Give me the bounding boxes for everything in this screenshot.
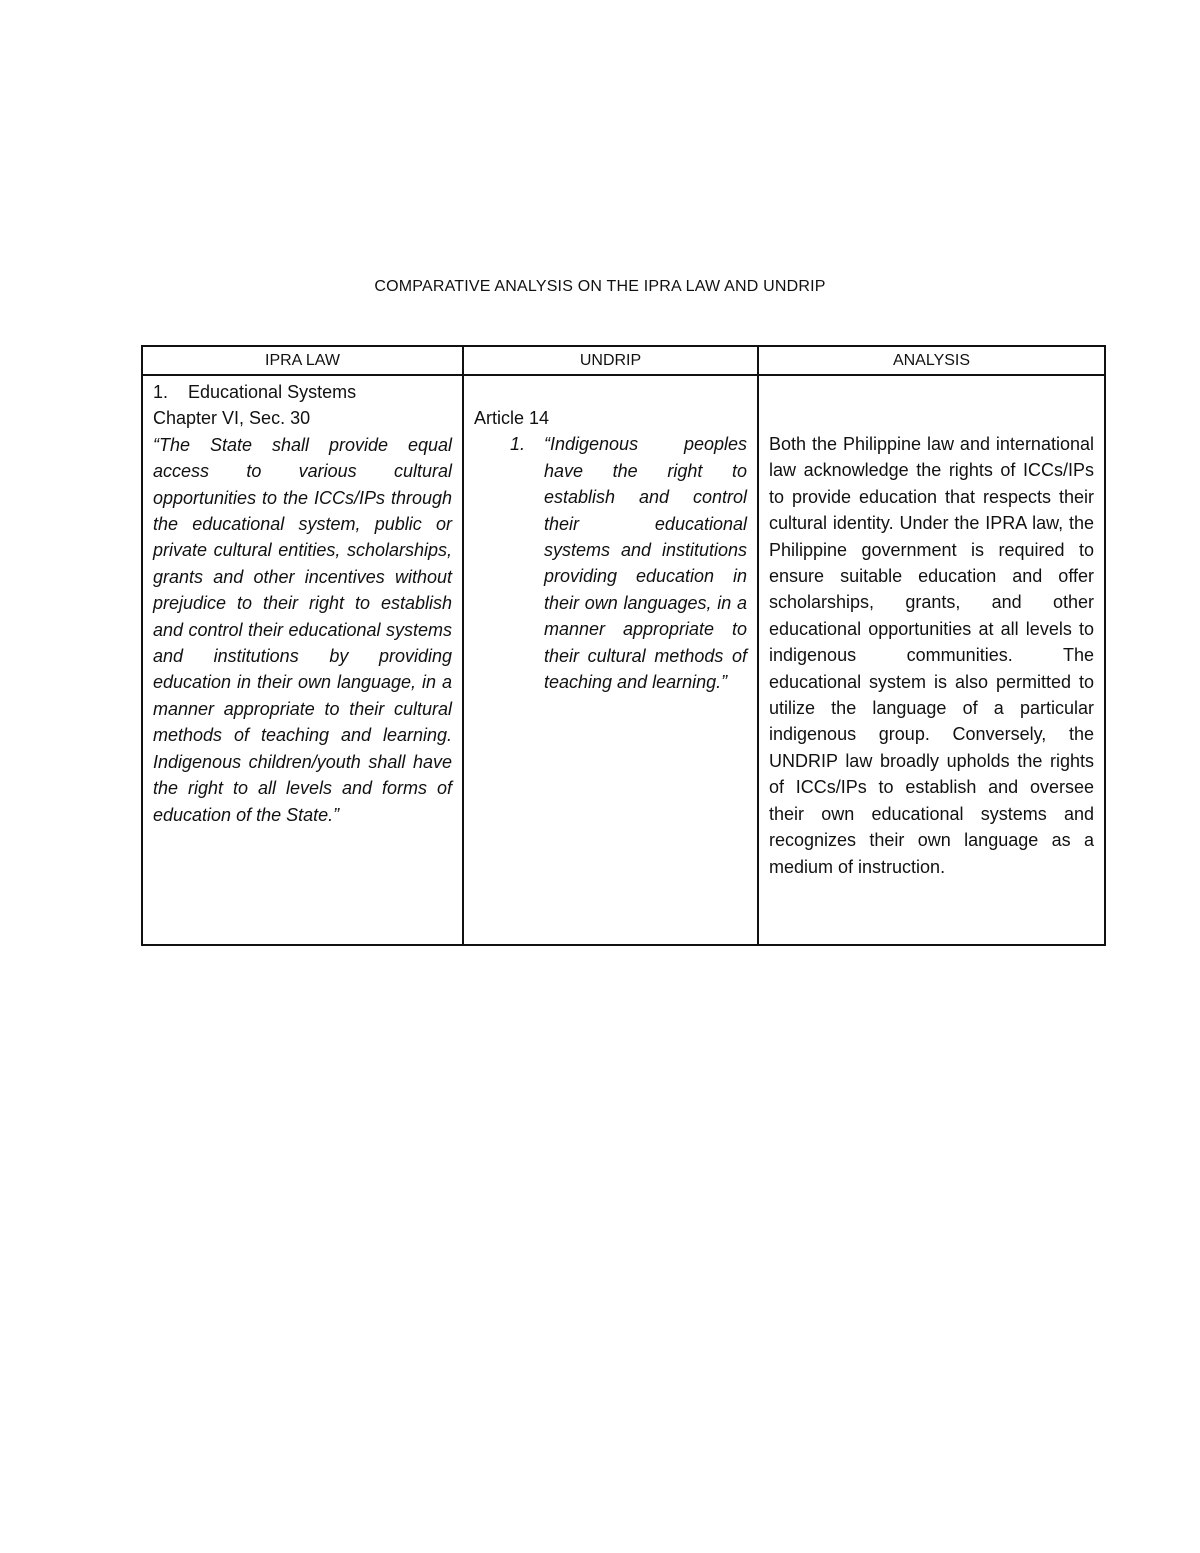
page-title: COMPARATIVE ANALYSIS ON THE IPRA LAW AND UNDRIP bbox=[374, 278, 826, 295]
header-ipra-law: IPRA LAW bbox=[142, 346, 463, 375]
undrip-article: Article 14 bbox=[474, 408, 550, 428]
comparison-table bbox=[141, 345, 1106, 946]
table-row bbox=[142, 375, 1105, 945]
undrip-quote: “Indigenous peoples have the right to establish and control their educational systems and institutions providing education in their own languages, in a manner appropriate to their cultural methods of teaching and learning.” bbox=[544, 434, 747, 693]
ipra-quote: “The State shall provide equal access to various cultural opportunities to the ICCs/IPs through the educational system, public or private cultural entities, scholarships, grants and other incentives without prejudice to their right to establish and control their educational systems and institutions by providing education in their own language, in a manner appropriate to their cultural methods of teaching and learning. Indigenous children/youth shall have the right to all levels and forms of education of the State.” bbox=[153, 434, 452, 825]
header-undrip: UNDRIP bbox=[463, 346, 758, 375]
ipra-item-number: 1. bbox=[153, 382, 169, 402]
ipra-item-title: Educational Systems bbox=[188, 382, 357, 402]
analysis-cell bbox=[758, 375, 1105, 945]
table-header-row bbox=[142, 346, 1105, 375]
ipra-section: Chapter VI, Sec. 30 bbox=[153, 408, 311, 429]
undrip-list-item bbox=[474, 431, 747, 695]
ipra-cell bbox=[142, 375, 463, 945]
header-analysis: ANALYSIS bbox=[758, 346, 1105, 375]
ipra-item-heading bbox=[153, 379, 452, 405]
undrip-cell bbox=[463, 375, 758, 945]
undrip-item-number: 1. bbox=[510, 434, 526, 455]
analysis-text: Both the Philippine law and international law acknowledge the rights of ICCs/IPs to provide education that respects their cultural identity. Under the IPRA law, the Philippine government is required to ensure suitable education and offer scholarships, grants, and other educational opportunities at all levels to indigenous communities. The educational system is also permitted to utilize the language of a particular indigenous group. Conversely, the UNDRIP law broadly upholds the rights of ICCs/IPs to establish and oversee their own educational systems and recognizes their own language as a medium of instruction. bbox=[769, 434, 1094, 877]
